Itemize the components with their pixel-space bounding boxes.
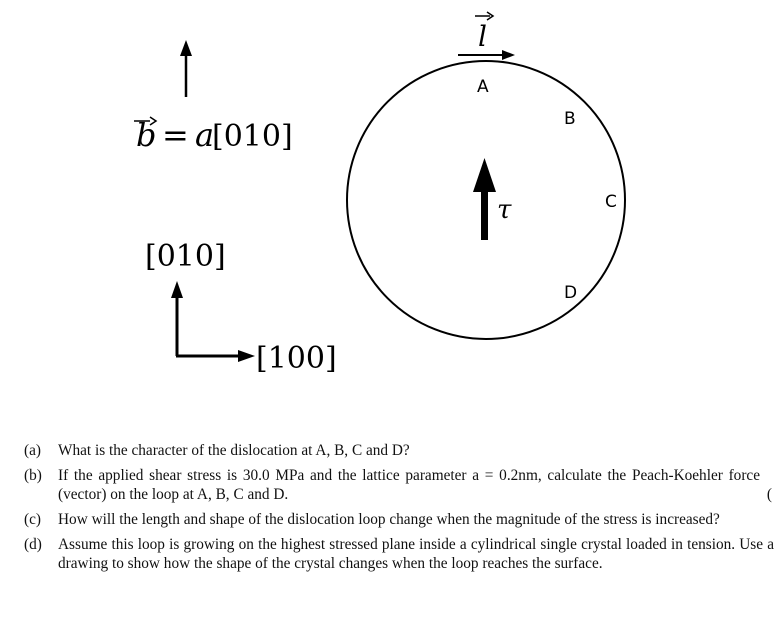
lattice-parameter-symbol: a [195, 116, 215, 154]
equals-sign: = [162, 116, 189, 154]
question-a [22, 441, 774, 460]
question-text: If the applied shear stress is 30.0 MPa and the lattice parameter a = 0.2nm, calculate the Peach-Koehler force (vector) on the loop at A, B, C and D. [58, 467, 760, 503]
question-text: How will the length and shape of the dislocation loop change when the magnitude of the stress is increased? [58, 511, 720, 528]
point-label-b: B [564, 109, 576, 129]
burgers-vector-arrow [180, 40, 192, 97]
question-text: Assume this loop is growing on the highest stressed plane inside a cylindrical single crystal loaded in tension. Use a drawing to show how the shape of the crystal changes when the loop reaches the surface. [58, 536, 774, 572]
question-c [22, 510, 774, 529]
line-direction-label [475, 12, 493, 53]
axis-label-100: [100] [256, 341, 337, 376]
question-label: (c) [24, 511, 41, 528]
question-label: (d) [24, 536, 42, 553]
shear-stress-arrow [473, 158, 496, 240]
coordinate-axes [171, 281, 255, 362]
shear-stress-symbol: τ [497, 195, 512, 225]
burgers-vector-label [134, 116, 293, 154]
question-b [22, 466, 774, 504]
b-symbol: b [136, 116, 157, 154]
question-d [22, 535, 774, 573]
question-list [22, 441, 774, 579]
point-label-a: A [477, 77, 489, 97]
question-text: What is the character of the dislocation at A, B, C and D? [58, 442, 410, 459]
question-label: (a) [24, 442, 41, 459]
burgers-direction-index: [010] [212, 119, 293, 154]
axis-label-010: [010] [145, 239, 226, 274]
l-symbol: l [478, 20, 487, 53]
question-label: (b) [24, 467, 42, 484]
point-label-c: C [605, 192, 617, 212]
point-label-d: D [564, 283, 578, 303]
trailing-parenthesis: ( [766, 486, 772, 503]
